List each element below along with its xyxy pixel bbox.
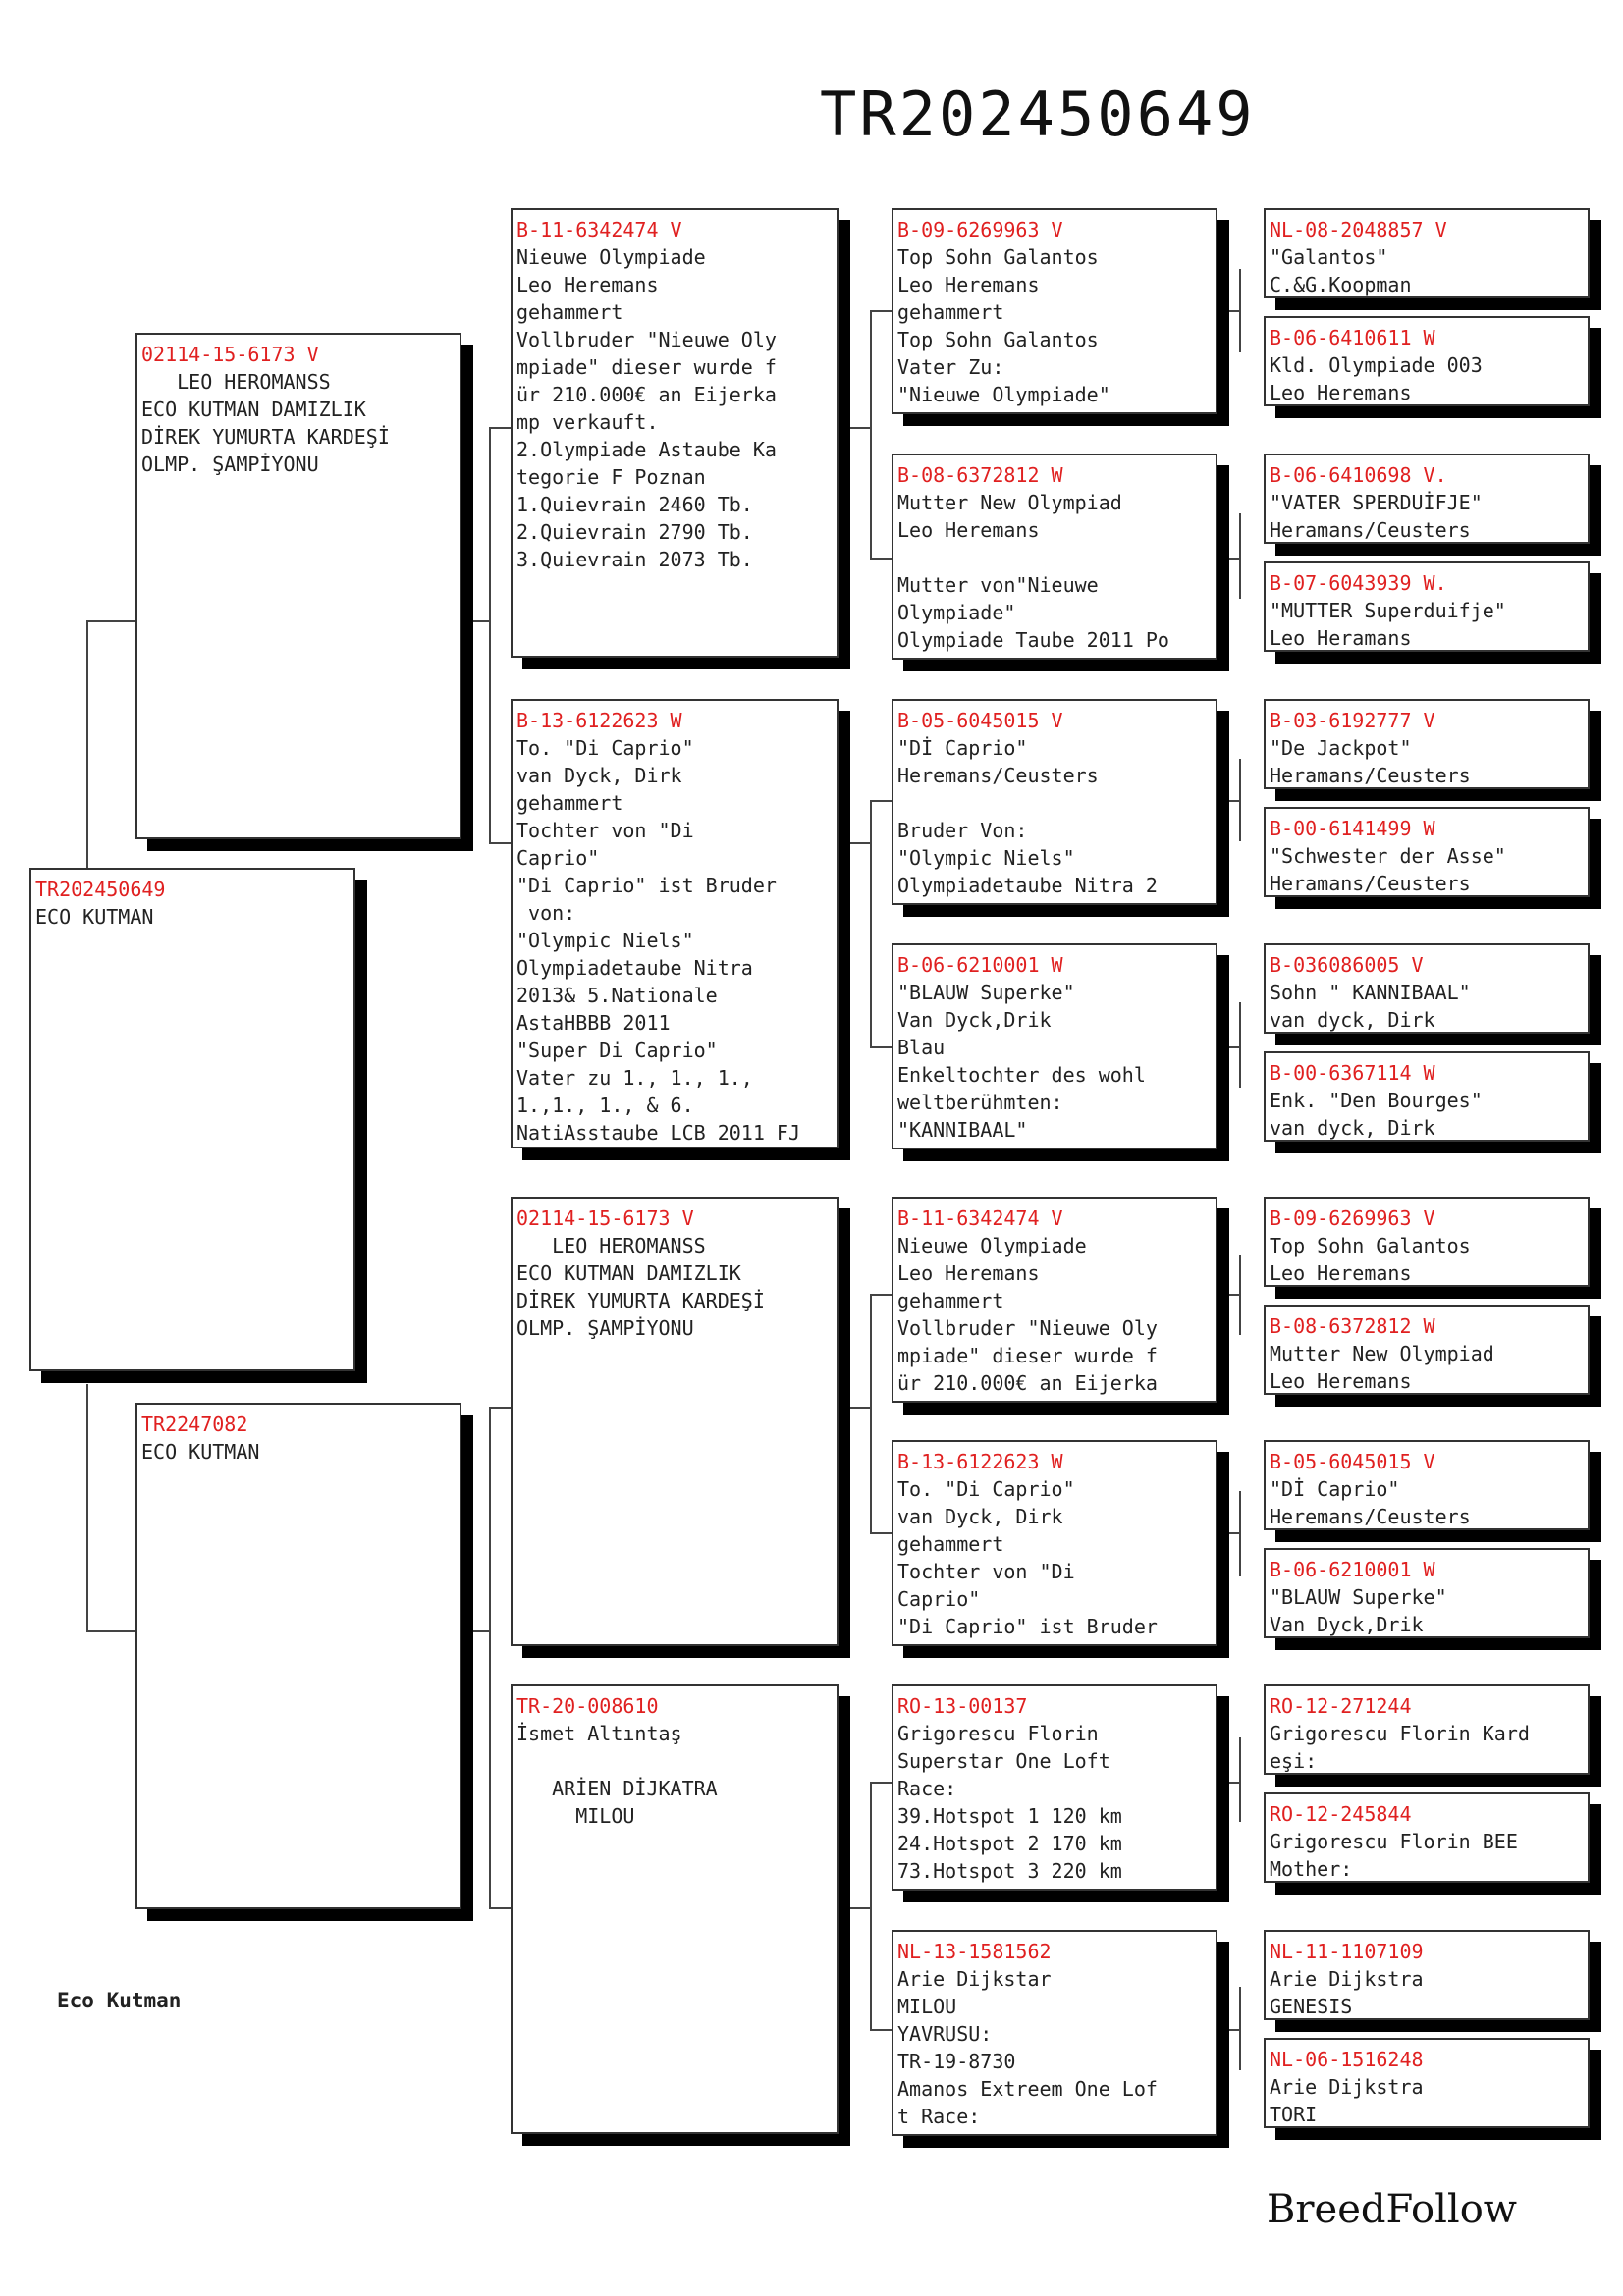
card-notes: Top Sohn Galantos Leo Heremans bbox=[1270, 1234, 1471, 1285]
card-notes: "BLAUW Superke" Van Dyck,Drik bbox=[1270, 1585, 1447, 1636]
ring-number: RO-12-271244 bbox=[1270, 1694, 1412, 1718]
ring-number: B-08-6372812 W bbox=[1270, 1314, 1435, 1338]
ring-number: B-13-6122623 W bbox=[516, 709, 682, 732]
ring-number: B-09-6269963 V bbox=[897, 218, 1063, 241]
ring-number: TR2247082 bbox=[141, 1413, 248, 1436]
pedigree-card-ssd[interactable] bbox=[892, 454, 1217, 660]
connector-line bbox=[489, 427, 511, 429]
connector-line bbox=[1239, 269, 1241, 352]
ring-number: B-05-6045015 V bbox=[897, 709, 1063, 732]
ring-number: B-00-6367114 W bbox=[1270, 1061, 1435, 1085]
ring-number: B-11-6342474 V bbox=[516, 218, 682, 241]
connector-line bbox=[86, 1384, 88, 1632]
card-notes: Arie Dijkstra GENESIS bbox=[1270, 1967, 1424, 2018]
connector-line bbox=[870, 2029, 892, 2031]
ring-number: B-07-6043939 W. bbox=[1270, 571, 1447, 595]
card-notes: Grigorescu Florin BEE Mother: bbox=[1270, 1830, 1518, 1881]
connector-line bbox=[86, 1630, 135, 1632]
ring-number: TR202450649 bbox=[35, 878, 166, 901]
card-notes: To. "Di Caprio" van Dyck, Dirk gehammert Tochter von "Di Caprio" "Di Caprio" ist Bruder bbox=[897, 1477, 1158, 1638]
pedigree-card-dddd[interactable] bbox=[1264, 2038, 1590, 2128]
pedigree-card-sire-dam[interactable] bbox=[511, 699, 839, 1148]
pedigree-card-dam-dam[interactable] bbox=[511, 1684, 839, 2134]
card-notes: İsmet Altıntaş ARİEN DİJKATRA MILOU bbox=[516, 1722, 718, 1828]
card-notes: "BLAUW Superke" Van Dyck,Drik Blau Enkeltochter des wohl weltberühmten: "KANNIBAAL" bbox=[897, 981, 1146, 1142]
pedigree-card-sds[interactable] bbox=[892, 699, 1217, 905]
ring-number: NL-06-1516248 bbox=[1270, 2048, 1424, 2071]
connector-line bbox=[870, 310, 892, 312]
connector-line bbox=[842, 427, 872, 429]
connector-line bbox=[870, 1294, 892, 1296]
connector-line bbox=[870, 800, 872, 1048]
pedigree-card-dds[interactable] bbox=[892, 1684, 1217, 1891]
pedigree-card-sssd[interactable] bbox=[1264, 316, 1590, 406]
connector-line bbox=[842, 842, 872, 844]
ring-number: B-036086005 V bbox=[1270, 953, 1424, 977]
card-notes: Grigorescu Florin Kard eşi: bbox=[1270, 1722, 1530, 1773]
card-notes: "Schwester der Asse" Heramans/Ceusters bbox=[1270, 844, 1506, 895]
pedigree-card-dam[interactable] bbox=[135, 1403, 461, 1909]
pedigree-card-ddss[interactable] bbox=[1264, 1684, 1590, 1775]
connector-line bbox=[86, 620, 88, 868]
connector-line bbox=[1239, 1987, 1241, 2070]
card-notes: Top Sohn Galantos Leo Heremans gehammert Top Sohn Galantos Vater Zu: "Nieuwe Olympiade" bbox=[897, 245, 1110, 406]
connector-line bbox=[1239, 1002, 1241, 1088]
connector-line bbox=[870, 800, 892, 802]
ring-number: B-08-6372812 W bbox=[897, 463, 1063, 487]
card-notes: Mutter New Olympiad Leo Heremans Mutter von"Nieuwe Olympiade" Olympiade Taube 2011 Po bbox=[897, 491, 1169, 652]
ring-number: B-13-6122623 W bbox=[897, 1450, 1063, 1473]
connector-line bbox=[1217, 1046, 1241, 1048]
card-notes: "MUTTER Superduifje" Leo Heramans bbox=[1270, 599, 1506, 650]
pedigree-card-ssds[interactable] bbox=[1264, 454, 1590, 544]
card-notes: ECO KUTMAN bbox=[141, 1440, 260, 1464]
ring-number: NL-11-1107109 bbox=[1270, 1940, 1424, 1963]
pedigree-card-sdss[interactable] bbox=[1264, 699, 1590, 789]
ring-number: B-11-6342474 V bbox=[897, 1206, 1063, 1230]
pedigree-card-sddd[interactable] bbox=[1264, 1051, 1590, 1142]
pedigree-card-ddd[interactable] bbox=[892, 1930, 1217, 2136]
page-title: TR202450649 bbox=[820, 79, 1256, 150]
connector-line bbox=[1239, 513, 1241, 599]
card-notes: Arie Dijkstar MILOU YAVRUSU: TR-19-8730 Amanos Extreem One Lof t Race: bbox=[897, 1967, 1158, 2128]
pedigree-card-ddsd[interactable] bbox=[1264, 1792, 1590, 1883]
connector-line bbox=[1217, 1782, 1241, 1784]
connector-line bbox=[1217, 800, 1241, 802]
connector-line bbox=[489, 427, 491, 844]
connector-line bbox=[461, 620, 491, 622]
card-notes: "De Jackpot" Heramans/Ceusters bbox=[1270, 736, 1471, 787]
pedigree-card-sire[interactable] bbox=[135, 333, 461, 839]
connector-line bbox=[86, 620, 135, 622]
ring-number: NL-13-1581562 bbox=[897, 1940, 1052, 1963]
connector-line bbox=[1217, 2029, 1241, 2031]
ring-number: B-00-6141499 W bbox=[1270, 817, 1435, 840]
connector-line bbox=[870, 1782, 892, 1784]
connector-line bbox=[489, 1407, 491, 1909]
pedigree-card-ssdd[interactable] bbox=[1264, 561, 1590, 652]
pedigree-card-subject[interactable] bbox=[29, 868, 355, 1371]
card-notes: Kld. Olympiade 003 Leo Heremans bbox=[1270, 353, 1483, 404]
owner-name: Eco Kutman bbox=[57, 1989, 182, 2012]
pedigree-card-sdsd[interactable] bbox=[1264, 807, 1590, 897]
connector-line bbox=[1217, 558, 1241, 560]
connector-line bbox=[870, 1046, 892, 1048]
connector-line bbox=[870, 1294, 872, 1534]
pedigree-card-dam-sire[interactable] bbox=[511, 1197, 839, 1646]
connector-line bbox=[870, 310, 872, 560]
connector-line bbox=[489, 1907, 511, 1909]
ring-number: 02114-15-6173 V bbox=[516, 1206, 694, 1230]
brand-logo: BreedFollow bbox=[1267, 2187, 1518, 2232]
card-notes: ECO KUTMAN bbox=[35, 905, 154, 929]
pedigree-card-sdd[interactable] bbox=[892, 943, 1217, 1149]
pedigree-card-dsdd[interactable] bbox=[1264, 1548, 1590, 1638]
pedigree-card-sdds[interactable] bbox=[1264, 943, 1590, 1034]
pedigree-card-dsss[interactable] bbox=[1264, 1197, 1590, 1287]
connector-line bbox=[1217, 1294, 1241, 1296]
card-notes: LEO HEROMANSS ECO KUTMAN DAMIZLIK DİREK YUMURTA KARDEŞİ OLMP. ŞAMPİYONU bbox=[516, 1234, 765, 1340]
connector-line bbox=[489, 1407, 511, 1409]
ring-number: B-03-6192777 V bbox=[1270, 709, 1435, 732]
card-notes: Nieuwe Olympiade Leo Heremans gehammert Vollbruder "Nieuwe Oly mpiade" dieser wurde f ür 210.000€ an Eijerka bbox=[897, 1234, 1158, 1395]
ring-number: B-06-6210001 W bbox=[897, 953, 1063, 977]
connector-line bbox=[870, 558, 892, 560]
connector-line bbox=[870, 1532, 892, 1534]
ring-number: B-06-6410611 W bbox=[1270, 326, 1435, 349]
card-notes: LEO HEROMANSS ECO KUTMAN DAMIZLIK DİREK YUMURTA KARDEŞİ OLMP. ŞAMPİYONU bbox=[141, 370, 390, 476]
connector-line bbox=[842, 1407, 872, 1409]
card-notes: Enk. "Den Bourges" van dyck, Dirk bbox=[1270, 1089, 1483, 1140]
connector-line bbox=[1217, 1532, 1241, 1534]
card-notes: "Dİ Caprio" Heremans/Ceusters bbox=[1270, 1477, 1471, 1528]
connector-line bbox=[489, 842, 511, 844]
card-notes: Nieuwe Olympiade Leo Heremans gehammert Vollbruder "Nieuwe Oly mpiade" dieser wurde f ür 210.000€ an Eijerka mp verkauft. 2.Olympiade Astaube Ka tegorie F Poznan 1.Quievrain 2460 Tb. 2.Quievrain 2790 Tb. 3.Quievrain 2073 Tb. bbox=[516, 245, 777, 571]
connector-line bbox=[461, 1630, 491, 1632]
connector-line bbox=[1217, 310, 1241, 312]
pedigree-card-ddds[interactable] bbox=[1264, 1930, 1590, 2020]
pedigree-card-sss[interactable] bbox=[892, 208, 1217, 414]
card-notes: Mutter New Olympiad Leo Heremans bbox=[1270, 1342, 1494, 1393]
pedigree-card-sire-sire[interactable] bbox=[511, 208, 839, 658]
card-notes: "VATER SPERDUİFJE" Heramans/Ceusters bbox=[1270, 491, 1483, 542]
connector-line bbox=[1239, 759, 1241, 841]
ring-number: NL-08-2048857 V bbox=[1270, 218, 1447, 241]
pedigree-card-ssss[interactable] bbox=[1264, 208, 1590, 298]
ring-number: 02114-15-6173 V bbox=[141, 343, 319, 366]
card-notes: Grigorescu Florin Superstar One Loft Race: 39.Hotspot 1 120 km 24.Hotspot 2 170 km 73.Hotspot 3 220 km bbox=[897, 1722, 1122, 1883]
ring-number: RO-13-00137 bbox=[897, 1694, 1028, 1718]
connector-line bbox=[870, 1782, 872, 2031]
ring-number: B-09-6269963 V bbox=[1270, 1206, 1435, 1230]
connector-line bbox=[1239, 1737, 1241, 1822]
pedigree-card-dsds[interactable] bbox=[1264, 1440, 1590, 1530]
card-notes: To. "Di Caprio" van Dyck, Dirk gehammert Tochter von "Di Caprio" "Di Caprio" ist Bruder von: "Olympic Niels" Olympiadetaube Nitra 2013& 5.Nationale AstaHBBB 2011 "Super Di Caprio" Vater zu 1., 1., 1., 1.,1., 1., & 6. NatiAsstaube LCB 2011 FJ bbox=[516, 736, 800, 1145]
ring-number: TR-20-008610 bbox=[516, 1694, 659, 1718]
card-notes: "Galantos" C.&G.Koopman bbox=[1270, 245, 1412, 296]
card-notes: Arie Dijkstra TORI bbox=[1270, 2075, 1424, 2126]
pedigree-card-dsd[interactable] bbox=[892, 1440, 1217, 1646]
connector-line bbox=[1239, 1491, 1241, 1576]
pedigree-card-dssd[interactable] bbox=[1264, 1305, 1590, 1395]
ring-number: B-05-6045015 V bbox=[1270, 1450, 1435, 1473]
card-notes: "Dİ Caprio" Heremans/Ceusters Bruder Von: "Olympic Niels" Olympiadetaube Nitra 2 bbox=[897, 736, 1158, 897]
ring-number: RO-12-245844 bbox=[1270, 1802, 1412, 1826]
card-notes: Sohn " KANNIBAAL" van dyck, Dirk bbox=[1270, 981, 1471, 1032]
ring-number: B-06-6210001 W bbox=[1270, 1558, 1435, 1581]
ring-number: B-06-6410698 V. bbox=[1270, 463, 1447, 487]
connector-line bbox=[1239, 1255, 1241, 1335]
connector-line bbox=[842, 1907, 872, 1909]
pedigree-card-dss[interactable] bbox=[892, 1197, 1217, 1403]
